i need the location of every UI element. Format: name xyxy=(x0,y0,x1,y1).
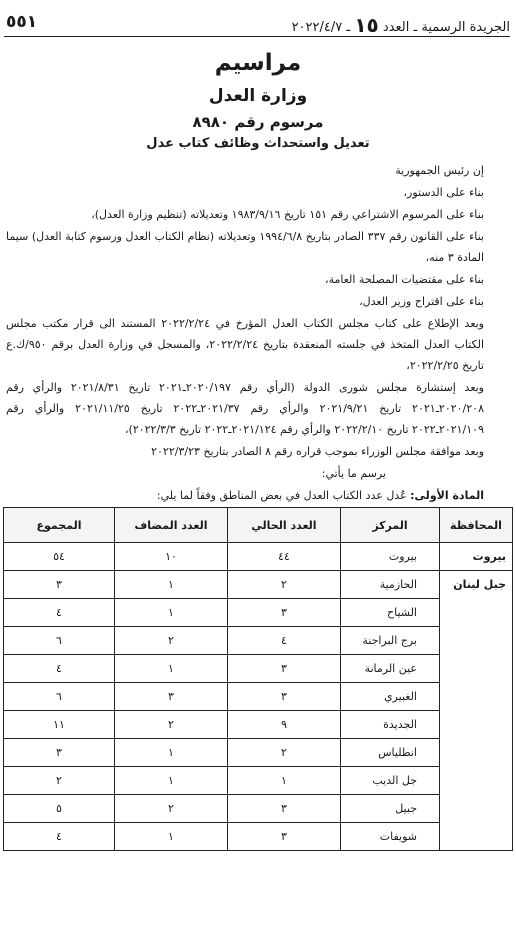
governorate-cell: بيروت xyxy=(440,543,513,571)
notaries-table xyxy=(3,507,513,851)
table-row xyxy=(4,627,513,655)
center-cell: جل الديب xyxy=(341,767,440,795)
issue-number: ١٥ xyxy=(354,13,379,37)
paragraph: بناء على مقتضيات المصلحة العامة، xyxy=(325,273,484,286)
paragraph: يرسم ما يأتي: xyxy=(321,467,386,480)
total-cell: ٤ xyxy=(4,599,115,627)
current-count-cell: ٤٤ xyxy=(228,543,341,571)
added-count-cell: ١ xyxy=(115,739,228,767)
table-header-row xyxy=(4,508,513,543)
center-cell: انطلياس xyxy=(341,739,440,767)
table-row xyxy=(4,795,513,823)
total-cell: ٥٤ xyxy=(4,543,115,571)
total-cell: ٤ xyxy=(4,823,115,851)
total-cell: ٦ xyxy=(4,683,115,711)
column-header: المجموع xyxy=(4,508,115,543)
added-count-cell: ١ xyxy=(115,823,228,851)
center-cell: الحازمية xyxy=(341,571,440,599)
center-cell: شويفات xyxy=(341,823,440,851)
page-number: ٥٥١ xyxy=(6,12,38,32)
added-count-cell: ٢ xyxy=(115,627,228,655)
ministry-title: وزارة العدل xyxy=(208,86,308,106)
current-count-cell: ١ xyxy=(228,767,341,795)
total-cell: ٣ xyxy=(4,739,115,767)
center-cell: الشياح xyxy=(341,599,440,627)
center-cell: عين الرمانة xyxy=(341,655,440,683)
added-count-cell: ١٠ xyxy=(115,543,228,571)
governorate-cell xyxy=(440,739,513,767)
governorate-cell xyxy=(440,823,513,851)
governorate-cell xyxy=(440,683,513,711)
total-cell: ١١ xyxy=(4,711,115,739)
total-cell: ٤ xyxy=(4,655,115,683)
added-count-cell: ١ xyxy=(115,599,228,627)
column-header: المحافظة xyxy=(440,508,513,543)
governorate-cell xyxy=(440,627,513,655)
paragraph: إن رئيس الجمهورية xyxy=(395,164,484,177)
governorate-cell xyxy=(440,767,513,795)
paragraph: بناء على اقتراح وزير العدل، xyxy=(359,295,484,308)
paragraph: بناء على القانون رقم ٣٣٧ الصادر بتاريخ ١٩٩٤/٦/٨ وتعديلاته (نظام الكتاب العدل ورسوم كتابة العدل) سيما المادة ٣ منه، xyxy=(6,230,484,264)
governorate-cell xyxy=(440,655,513,683)
total-cell: ٣ xyxy=(4,571,115,599)
center-cell: الغبيري xyxy=(341,683,440,711)
added-count-cell: ٢ xyxy=(115,711,228,739)
paragraph: وبعد إستشارة مجلس شورى الدولة (الرأي رقم ٢٠٢٠/١٩٧ـ٢٠٢١ تاريخ ٢٠٢١/٨/٣١ والرأي رقم ٢٠٢٠/٢٠٨ـ٢٠٢١ تاريخ ٢٠٢١/٩/٢١ والرأي رقم ٢٠٢١/٣٧ـ٢٠٢٢ تاريخ ٢٠٢١/١١/٢٥ والرأي رقم ٢٠٢١/١٠٩ـ٢٠٢٢ تاريخ ٢٠٢٢/٢/١٠ والرأي رقم ٢٠٢١/١٢٤ـ٢٠٢٢ تاريخ ٢٠٢٢/٣/٣)، xyxy=(6,381,484,436)
table-row xyxy=(4,767,513,795)
current-count-cell: ٢ xyxy=(228,739,341,767)
added-count-cell: ١ xyxy=(115,655,228,683)
column-header: المركز xyxy=(341,508,440,543)
added-count-cell: ١ xyxy=(115,571,228,599)
paragraph: وبعد موافقة مجلس الوزراء بموجب قراره رقم ٨ الصادر بتاريخ ٢٠٢٢/٣/٢٣ xyxy=(151,445,484,458)
table-row xyxy=(4,739,513,767)
table-row xyxy=(4,599,513,627)
page-header xyxy=(4,8,510,37)
paragraph: بناء على المرسوم الاشتراعي رقم ١٥١ تاريخ ١٩٨٣/٩/١٦ وتعديلاته (تنظيم وزارة العدل)، xyxy=(91,208,484,221)
decree-subject: تعديل واستحداث وظائف كتاب عدل xyxy=(146,136,370,151)
column-header: العدد الحالي xyxy=(228,508,341,543)
table-row xyxy=(4,571,513,599)
article-one xyxy=(6,485,506,506)
governorate-cell xyxy=(440,711,513,739)
center-cell: بيروت xyxy=(341,543,440,571)
table-row xyxy=(4,711,513,739)
table-row xyxy=(4,655,513,683)
current-count-cell: ٣ xyxy=(228,599,341,627)
gazette-title xyxy=(292,12,510,36)
table-row xyxy=(4,683,513,711)
paragraph: بناء على الدستور، xyxy=(403,186,484,199)
issue-date: ـ ٢٠٢٢/٤/٧ xyxy=(291,20,351,35)
current-count-cell: ٢ xyxy=(228,571,341,599)
added-count-cell: ٢ xyxy=(115,795,228,823)
article-text: عُدل عدد الكتاب العدل في بعض المناطق وفقاً لما يلي: xyxy=(156,489,411,502)
center-cell: الجديدة xyxy=(341,711,440,739)
total-cell: ٢ xyxy=(4,767,115,795)
governorate-cell: جبل لبنان xyxy=(440,571,513,599)
current-count-cell: ٣ xyxy=(228,823,341,851)
section-title: مراسيم xyxy=(214,50,302,76)
current-count-cell: ٩ xyxy=(228,711,341,739)
total-cell: ٥ xyxy=(4,795,115,823)
column-header: العدد المضاف xyxy=(115,508,228,543)
paragraph: وبعد الإطلاع على كتاب مجلس الكتاب العدل المؤرخ في ٢٠٢٢/٢/٢٤ المستند الى قرار مكتب مجلس الكتاب العدل المتخذ في جلسته المنعقدة بتاريخ ٢٠٢٢/٢/٢٤، والمسجل في وزارة العدل برقم ٩٥٠/ك.ع تاريخ ٢٠٢٢/٢/٢٥، xyxy=(6,317,484,372)
current-count-cell: ٣ xyxy=(228,655,341,683)
governorate-cell xyxy=(440,795,513,823)
article-label: المادة الأولى: xyxy=(410,489,484,502)
gazette-name: الجريدة الرسمية ـ العدد xyxy=(382,20,510,35)
current-count-cell: ٣ xyxy=(228,683,341,711)
table-row xyxy=(4,823,513,851)
table-row xyxy=(4,543,513,571)
added-count-cell: ١ xyxy=(115,767,228,795)
center-cell: جبيل xyxy=(341,795,440,823)
current-count-cell: ٤ xyxy=(228,627,341,655)
center-cell: برج البراجنة xyxy=(341,627,440,655)
decree-number: مرسوم رقم ٨٩٨٠ xyxy=(192,113,324,131)
decree-body xyxy=(6,160,506,507)
added-count-cell: ٣ xyxy=(115,683,228,711)
current-count-cell: ٣ xyxy=(228,795,341,823)
total-cell: ٦ xyxy=(4,627,115,655)
governorate-cell xyxy=(440,599,513,627)
